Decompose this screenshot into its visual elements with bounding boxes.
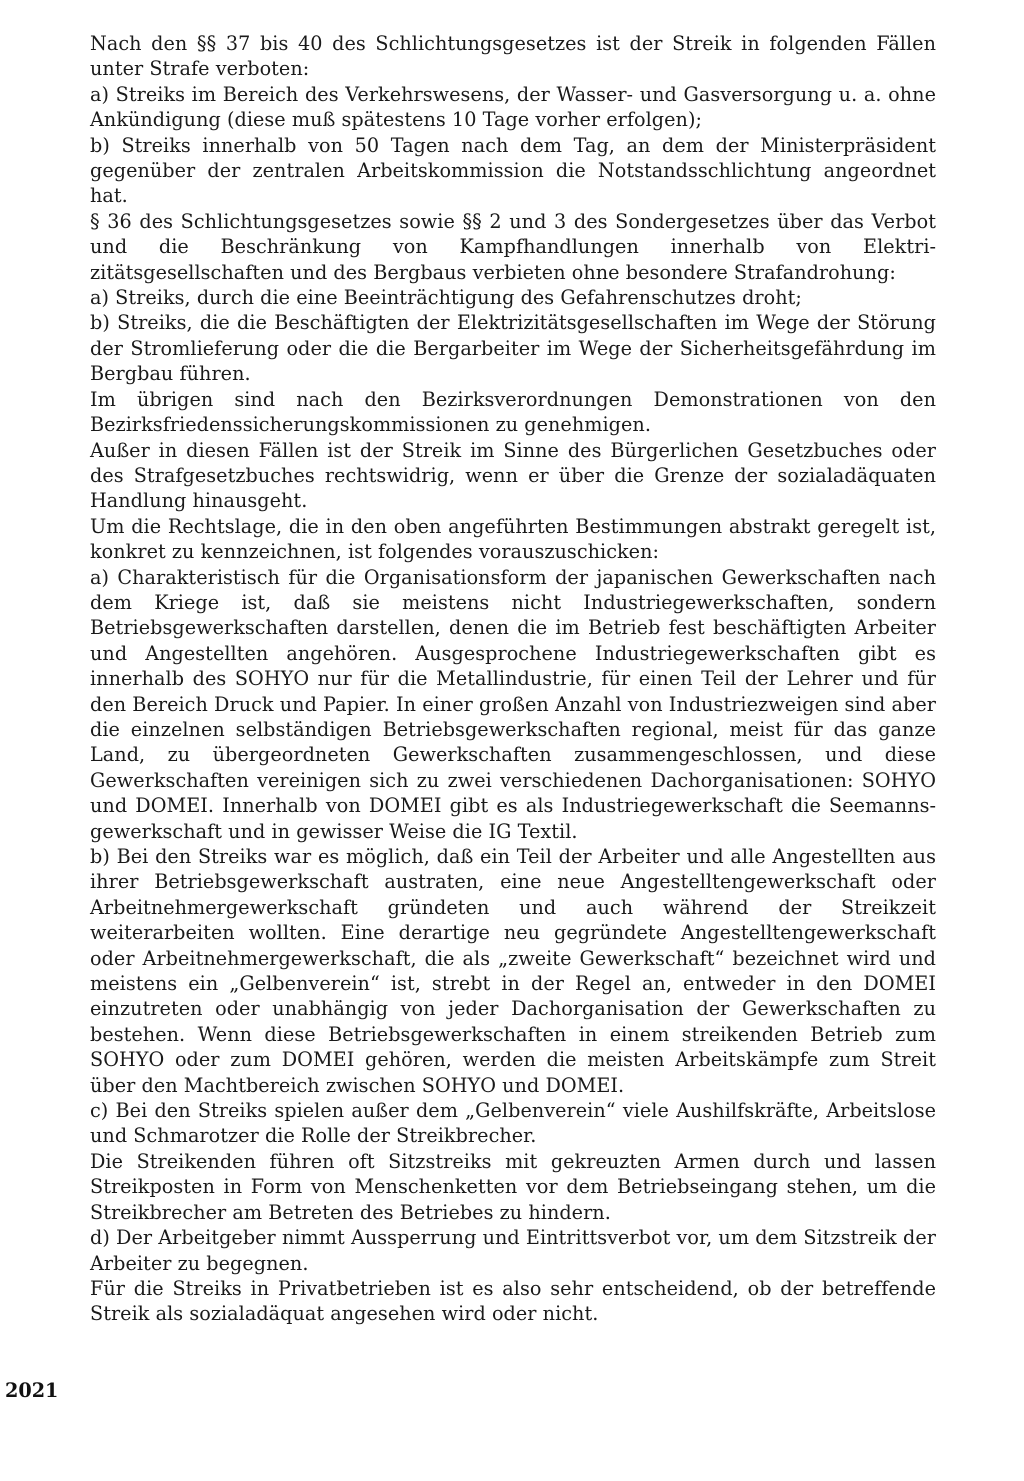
paragraph-paragraph-36: § 36 des Schlichtungsgesetzes sowie §§ 2 und 3 des Sondergesetzes über das Verbot und die Beschränkung von Kampfhandlungen innerhalb von Elektrizitätsgesellschaften und des Bergbaus verbieten ohne besondere Strafandrohung: (90, 209, 936, 284)
paragraph-sozialadaequat: Für die Streiks in Privatbetrieben ist es also sehr entscheidend, ob der betreffende Streik als sozialadäquat angesehen wird oder nicht. (90, 1276, 936, 1326)
paragraph-sitzstreiks: Die Streikenden führen oft Sitzstreiks mit gekreuzten Armen durch und lassen Streikposten in Form von Menschenketten vor dem Betriebseingang stehen, um die Streikbrecher am Betreten des Betriebes zu hindern. (90, 1149, 936, 1224)
paragraph-item-b-stromlieferung: b) Streiks, die die Beschäftigten der Elektrizitätsgesellschaften im Wege der Störung der Stromlieferung oder die die Bergarbeiter im Wege der Sicherheitsgefährdung im Bergbau führen. (90, 311, 936, 386)
paragraph-item-b-notstandsschlichtung: b) Streiks innerhalb von 50 Tagen nach dem Tag, an dem der Ministerpräsident gegenüber der zentralen Arbeitskommission die Notstandsschlichtung angeordnet hat. (90, 133, 936, 208)
paragraph-rechtswidrigkeit: Außer in diesen Fällen ist der Streik im Sinne des Bürgerlichen Gesetzbuches oder des Strafgesetzbuches rechtswidrig, wenn er über die Grenze der sozialadäquaten Handlung hinausgeht. (90, 438, 936, 513)
paragraph-intro-strafverbot: Nach den §§ 37 bis 40 des Schlichtungsgesetzes ist der Streik in folgenden Fällen unter Strafe verboten: (90, 32, 936, 81)
page-number: 2021 (5, 1379, 59, 1402)
paragraph-item-b-zweite-gewerkschaft: b) Bei den Streiks war es möglich, daß ein Teil der Arbeiter und alle Angestellten aus ihrer Betriebsgewerkschaft austraten, eine neue Angestelltengewerkschaft oder Arbeitnehmergewerkschaft gründeten und auch während der Streikzeit weiterarbeiten wollten. Eine derartige neu gegründete Angestelltengewerkschaft oder Arbeitnehmergewerkschaft, die als „zweite Gewerkschaft“ bezeichnet wird und meistens ein „Gelbenverein“ ist, strebt in der Regel an, entweder in den DOMEI einzutreten oder unabhängig von jeder Dachorganisation der Gewerkschaften zu bestehen. Wenn diese Betriebsgewerkschaften in einem streikenden Betrieb zum SOHYO oder zum DOMEI gehören, werden die meisten Arbeitskämpfe zum Streit über den Machtbereich zwischen SOHYO und DOMEI. (90, 845, 936, 1097)
paragraph-bezirksverordnungen: Im übrigen sind nach den Bezirksverordnungen Demonstrationen von den Bezirksfriedenssicherungskommissionen zu genehmigen. (90, 387, 936, 437)
paragraph-item-c-streikbrecher: c) Bei den Streiks spielen außer dem „Gelbenverein“ viele Aushilfskräfte, Arbeitslose und Schmarotzer die Rolle der Streikbrecher. (90, 1099, 936, 1148)
paragraph-item-a-gefahrenschutz: a) Streiks, durch die eine Beeinträchtigung des Gefahrenschutzes droht; (90, 286, 802, 310)
body-text (90, 31, 936, 1327)
paragraph-rechtslage: Um die Rechtslage, die in den oben angeführten Bestimmungen abstrakt geregelt ist, konkret zu kennzeichnen, ist folgendes vorauszuschicken: (90, 514, 936, 564)
paragraph-item-a-organisationsform: a) Charakteristisch für die Organisationsform der japanischen Gewerkschaften nach dem Kriege ist, daß sie meistens nicht Industriegewerkschaften, sondern Betriebsgewerkschaften darstellen, denen die im Betrieb fest beschäftigten Arbeiter und Angestellten angehören. Ausgesprochene Industriegewerkschaften gibt es innerhalb des SOHYO nur für die Metallindustrie, für einen Teil der Lehrer und für den Bereich Druck und Papier. In einer großen Anzahl von Industriezweigen sind aber die einzelnen selbständigen Betriebsgewerkschaften regional, meist für das ganze Land, zu übergeordneten Gewerkschaften zusammengeschlossen, und diese Gewerkschaften vereinigen sich zu zwei verschiedenen Dachorganisationen: SOHYO und DOMEI. Innerhalb von DOMEI gibt es als Industriegewerkschaft die Seemannsgewerkschaft und in gewisser Weise die IG Textil. (90, 565, 936, 843)
paragraph-item-d-aussperrung: d) Der Arbeitgeber nimmt Aussperrung und Eintrittsverbot vor, um dem Sitzstreik der Arbeiter zu begegnen. (90, 1226, 936, 1275)
paragraph-item-a-verkehrswesen: a) Streiks im Bereich des Verkehrswesens, der Wasser- und Gasversorgung u. a. ohne Ankündigung (diese muß spätestens 10 Tage vorher erfolgen); (90, 82, 936, 132)
